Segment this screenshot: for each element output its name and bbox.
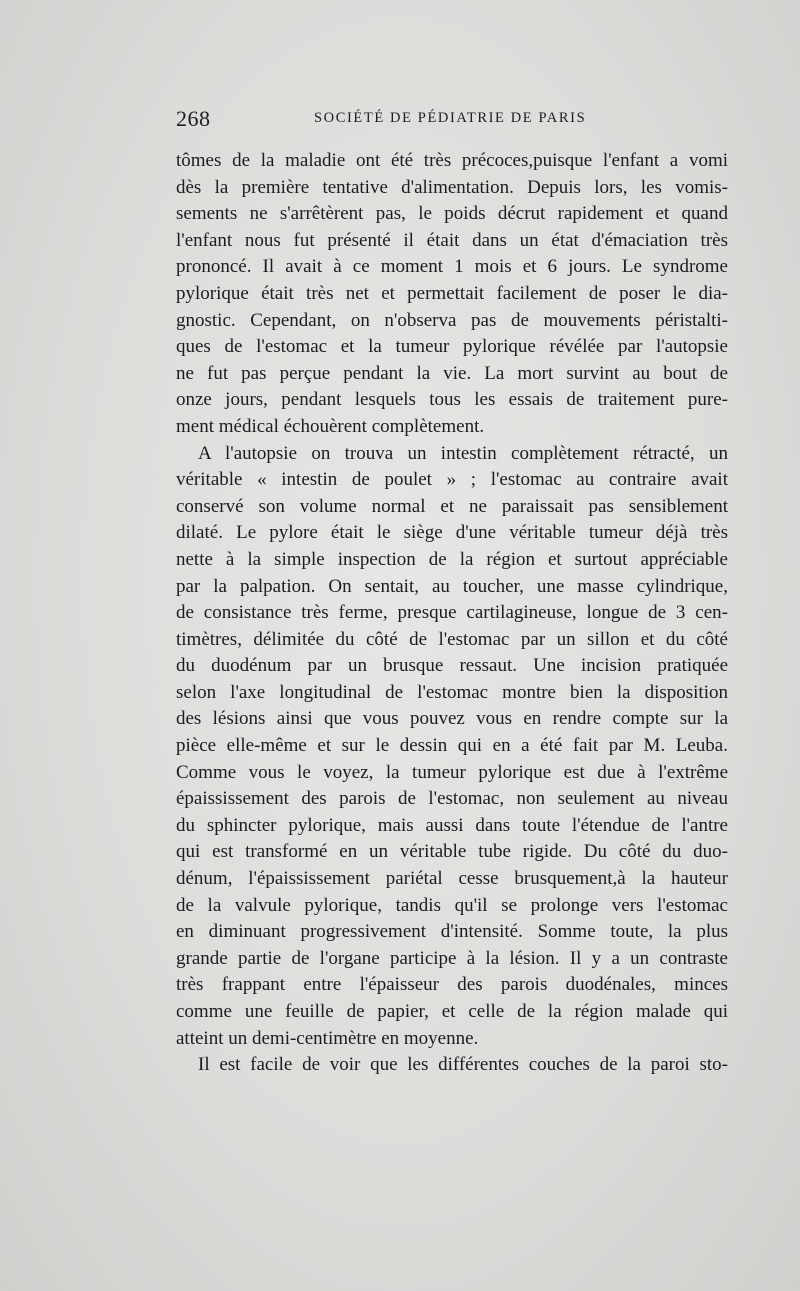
text-line: des lésions ainsi que vous pouvez vous en rendre compte sur la [176,708,728,730]
body-text [176,148,728,1079]
text-line: dénum, l'épaississement pariétal cesse brusquement,à la hauteur [176,868,728,890]
text-line: Comme vous le voyez, la tumeur pylorique est due à l'extrême [176,761,728,783]
text-line: gnostic. Cependant, on n'observa pas de mouvements péristalti- [176,309,728,331]
text-line: de la valvule pylorique, tandis qu'il se prolonge vers l'estomac [176,894,728,916]
text-line: onze jours, pendant lesquels tous les essais de traitement pure- [176,389,728,411]
text-line: en diminuant progressivement d'intensité. Somme toute, la plus [176,921,728,943]
text-line: nette à la simple inspection de la région et surtout appréciable [176,548,728,570]
running-header [176,106,728,134]
text-line: très frappant entre l'épaisseur des parois duodénales, minces [176,974,728,996]
text-line: sements ne s'arrêtèrent pas, le poids décrut rapidement et quand [176,203,728,225]
text-line: dès la première tentative d'alimentation. Depuis lors, les vomis- [176,176,728,198]
paragraph-end-line: ment médical échouèrent complètement. [176,415,485,437]
text-line: timètres, délimitée du côté de l'estomac par un sillon et du côté [176,628,728,650]
paragraph-end-line: atteint un demi-centimètre en moyenne. [176,1027,479,1049]
running-title: SOCIÉTÉ DE PÉDIATRIE DE PARIS [314,110,587,126]
page-number: 268 [176,106,211,131]
text-line: ques de l'estomac et la tumeur pylorique révélée par l'autopsie [176,336,728,358]
text-line: du sphincter pylorique, mais aussi dans toute l'étendue de l'antre [176,814,728,836]
text-line: ne fut pas perçue pendant la vie. La mort survint au bout de [176,362,728,384]
text-line: pylorique était très net et permettait facilement de poser le dia- [176,282,728,304]
paragraph-start-line: Il est facile de voir que les différentes couches de la paroi sto- [198,1054,728,1076]
text-line: du duodénum par un brusque ressaut. Une incision pratiquée [176,655,728,677]
text-line: l'enfant nous fut présenté il était dans un état d'émaciation très [176,229,728,251]
text-line: pièce elle-même et sur le dessin qui en a été fait par M. Leuba. [176,735,728,757]
text-line: grande partie de l'organe participe à la lésion. Il y a un contraste [176,947,728,969]
paragraph-start-line: A l'autopsie on trouva un intestin complètement rétracté, un [198,442,728,464]
text-line: selon l'axe longitudinal de l'estomac montre bien la disposition [176,681,728,703]
text-line: dilaté. Le pylore était le siège d'une véritable tumeur déjà très [176,522,728,544]
text-line: qui est transformé en un véritable tube rigide. Du côté du duo- [176,841,728,863]
text-line: par la palpation. On sentait, au toucher, une masse cylindrique, [176,575,728,597]
text-line: véritable « intestin de poulet » ; l'estomac au contraire avait [176,469,728,491]
text-line: comme une feuille de papier, et celle de la région malade qui [176,1001,728,1022]
text-line: épaississement des parois de l'estomac, non seulement au niveau [176,788,728,810]
text-line: conservé son volume normal et ne paraissait pas sensiblement [176,495,728,517]
text-line: de consistance très ferme, presque cartilagineuse, longue de 3 cen- [176,602,728,624]
text-line: prononcé. Il avait à ce moment 1 mois et 6 jours. Le syndrome [176,256,728,278]
text-line: tômes de la maladie ont été très précoces,puisque l'enfant a vomi [176,150,728,171]
